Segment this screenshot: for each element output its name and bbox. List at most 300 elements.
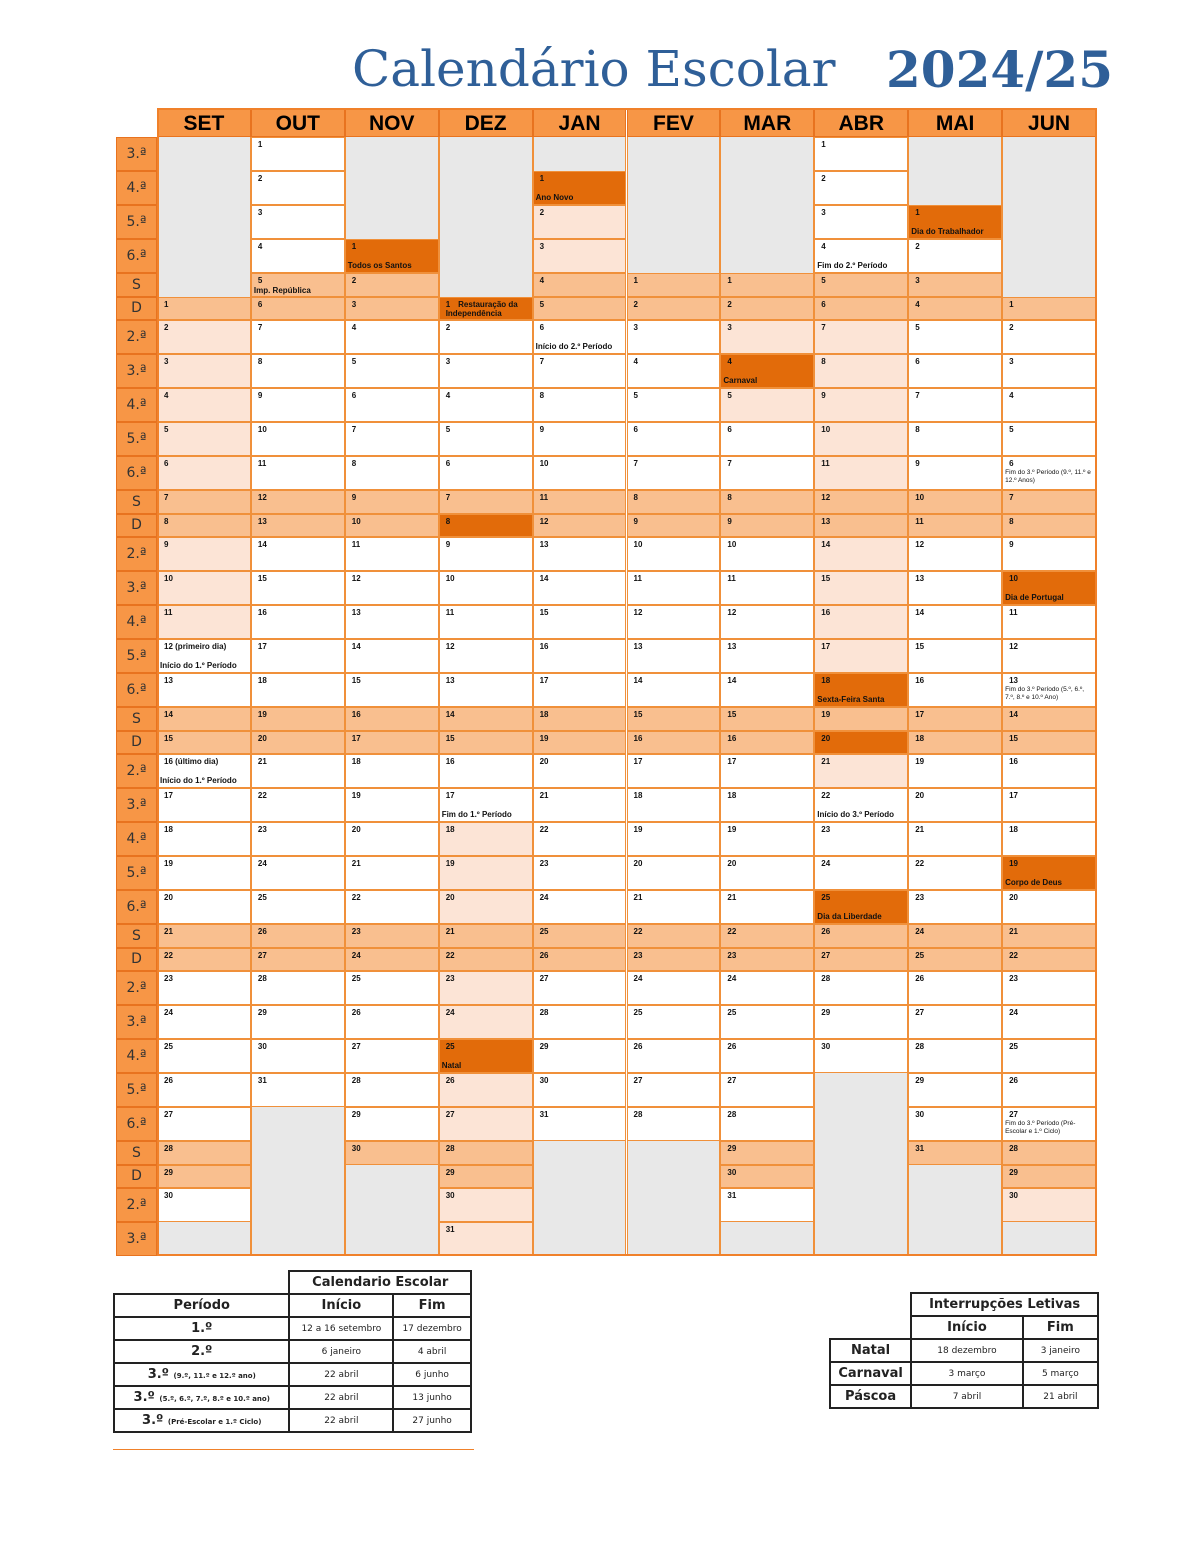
day-cell[interactable] — [251, 731, 345, 755]
day-cell[interactable] — [157, 571, 251, 605]
day-cell[interactable] — [814, 422, 908, 456]
day-cell[interactable] — [908, 320, 1002, 354]
day-cell[interactable] — [533, 788, 627, 822]
day-cell[interactable] — [1002, 1107, 1096, 1141]
day-cell[interactable] — [157, 605, 251, 639]
day-cell[interactable] — [439, 490, 533, 514]
day-cell[interactable] — [439, 320, 533, 354]
day-cell[interactable] — [439, 754, 533, 788]
day-cell[interactable] — [439, 1188, 533, 1222]
day-cell[interactable] — [251, 924, 345, 948]
day-cell[interactable] — [908, 1141, 1002, 1165]
day-cell[interactable] — [439, 1005, 533, 1039]
day-cell[interactable] — [814, 822, 908, 856]
day-cell[interactable] — [814, 948, 908, 972]
day-cell[interactable] — [1002, 1165, 1096, 1189]
day-cell[interactable] — [251, 320, 345, 354]
day-cell[interactable] — [908, 924, 1002, 948]
day-cell[interactable] — [533, 273, 627, 297]
day-cell[interactable] — [627, 754, 721, 788]
day-cell[interactable] — [251, 1005, 345, 1039]
day-cell[interactable] — [533, 971, 627, 1005]
day-cell[interactable] — [908, 948, 1002, 972]
day-cell[interactable] — [439, 971, 533, 1005]
day-cell[interactable] — [720, 639, 814, 673]
day-cell[interactable] — [908, 822, 1002, 856]
day-cell[interactable] — [345, 1073, 439, 1107]
day-cell[interactable] — [1002, 1039, 1096, 1073]
day-cell[interactable] — [345, 422, 439, 456]
day-cell[interactable] — [439, 354, 533, 388]
day-cell[interactable] — [1002, 971, 1096, 1005]
day-cell[interactable] — [720, 1039, 814, 1073]
day-cell[interactable] — [345, 731, 439, 755]
day-cell[interactable] — [720, 605, 814, 639]
day-cell[interactable] — [814, 788, 908, 822]
day-cell[interactable] — [720, 273, 814, 297]
day-cell[interactable] — [720, 388, 814, 422]
day-cell[interactable] — [157, 707, 251, 731]
day-cell[interactable] — [1002, 1073, 1096, 1107]
day-cell[interactable] — [439, 388, 533, 422]
day-cell[interactable] — [533, 822, 627, 856]
day-cell[interactable] — [720, 297, 814, 321]
day-cell[interactable] — [627, 422, 721, 456]
day-cell[interactable] — [720, 948, 814, 972]
day-cell[interactable] — [157, 297, 251, 321]
day-cell[interactable] — [627, 639, 721, 673]
day-cell[interactable] — [1002, 856, 1096, 890]
day-cell[interactable] — [908, 1073, 1002, 1107]
day-cell[interactable] — [1002, 297, 1096, 321]
day-cell[interactable] — [627, 707, 721, 731]
day-cell[interactable] — [157, 1005, 251, 1039]
day-cell[interactable] — [627, 731, 721, 755]
day-cell[interactable] — [345, 571, 439, 605]
day-cell[interactable] — [627, 320, 721, 354]
day-cell[interactable] — [345, 239, 439, 273]
day-cell[interactable] — [533, 605, 627, 639]
day-cell[interactable] — [627, 1107, 721, 1141]
day-cell[interactable] — [1002, 788, 1096, 822]
day-cell[interactable] — [251, 754, 345, 788]
day-cell[interactable] — [533, 171, 627, 205]
day-cell[interactable] — [439, 605, 533, 639]
day-cell[interactable] — [157, 1188, 251, 1222]
day-cell[interactable] — [908, 890, 1002, 924]
day-cell[interactable] — [627, 1073, 721, 1107]
day-cell[interactable] — [814, 297, 908, 321]
day-cell[interactable] — [1002, 571, 1096, 605]
day-cell[interactable] — [908, 273, 1002, 297]
day-cell[interactable] — [157, 856, 251, 890]
day-cell[interactable] — [627, 388, 721, 422]
day-cell[interactable] — [251, 890, 345, 924]
day-cell[interactable] — [439, 948, 533, 972]
day-cell[interactable] — [720, 1165, 814, 1189]
day-cell[interactable] — [345, 1039, 439, 1073]
day-cell[interactable] — [251, 673, 345, 707]
day-cell[interactable] — [908, 639, 1002, 673]
day-cell[interactable] — [720, 354, 814, 388]
day-cell[interactable] — [157, 388, 251, 422]
day-cell[interactable] — [908, 537, 1002, 571]
day-cell[interactable] — [627, 273, 721, 297]
day-cell[interactable] — [533, 856, 627, 890]
day-cell[interactable] — [1002, 1188, 1096, 1222]
day-cell[interactable] — [345, 1005, 439, 1039]
day-cell[interactable] — [157, 673, 251, 707]
day-cell[interactable] — [814, 537, 908, 571]
day-cell[interactable] — [720, 754, 814, 788]
day-cell[interactable] — [533, 320, 627, 354]
day-cell[interactable] — [1002, 320, 1096, 354]
day-cell[interactable] — [720, 490, 814, 514]
day-cell[interactable] — [533, 490, 627, 514]
day-cell[interactable] — [1002, 1141, 1096, 1165]
day-cell[interactable] — [1002, 422, 1096, 456]
day-cell[interactable] — [345, 456, 439, 490]
day-cell[interactable] — [720, 1107, 814, 1141]
day-cell[interactable] — [439, 1073, 533, 1107]
day-cell[interactable] — [157, 320, 251, 354]
day-cell[interactable] — [627, 514, 721, 538]
day-cell[interactable] — [251, 273, 345, 297]
day-cell[interactable] — [814, 320, 908, 354]
day-cell[interactable] — [533, 571, 627, 605]
day-cell[interactable] — [1002, 456, 1096, 490]
day-cell[interactable] — [439, 1141, 533, 1165]
day-cell[interactable] — [1002, 514, 1096, 538]
day-cell[interactable] — [814, 856, 908, 890]
day-cell[interactable] — [627, 456, 721, 490]
day-cell[interactable] — [345, 924, 439, 948]
day-cell[interactable] — [533, 754, 627, 788]
day-cell[interactable] — [439, 297, 533, 321]
day-cell[interactable] — [251, 514, 345, 538]
day-cell[interactable] — [627, 537, 721, 571]
day-cell[interactable] — [1002, 754, 1096, 788]
day-cell[interactable] — [720, 571, 814, 605]
day-cell[interactable] — [439, 1222, 533, 1256]
day-cell[interactable] — [908, 1005, 1002, 1039]
day-cell[interactable] — [251, 388, 345, 422]
day-cell[interactable] — [627, 1005, 721, 1039]
day-cell[interactable] — [345, 754, 439, 788]
day-cell[interactable] — [345, 605, 439, 639]
day-cell[interactable] — [720, 1188, 814, 1222]
day-cell[interactable] — [157, 1073, 251, 1107]
day-cell[interactable] — [439, 890, 533, 924]
day-cell[interactable] — [814, 205, 908, 239]
day-cell[interactable] — [157, 537, 251, 571]
day-cell[interactable] — [439, 456, 533, 490]
day-cell[interactable] — [533, 354, 627, 388]
day-cell[interactable] — [814, 490, 908, 514]
day-cell[interactable] — [345, 388, 439, 422]
day-cell[interactable] — [345, 822, 439, 856]
day-cell[interactable] — [251, 639, 345, 673]
day-cell[interactable] — [908, 856, 1002, 890]
day-cell[interactable] — [439, 1165, 533, 1189]
day-cell[interactable] — [908, 1039, 1002, 1073]
day-cell[interactable] — [439, 571, 533, 605]
day-cell[interactable] — [814, 239, 908, 273]
day-cell[interactable] — [345, 514, 439, 538]
day-cell[interactable] — [627, 890, 721, 924]
day-cell[interactable] — [157, 1107, 251, 1141]
day-cell[interactable] — [814, 754, 908, 788]
day-cell[interactable] — [533, 388, 627, 422]
day-cell[interactable] — [345, 639, 439, 673]
day-cell[interactable] — [1002, 605, 1096, 639]
day-cell[interactable] — [533, 537, 627, 571]
day-cell[interactable] — [533, 731, 627, 755]
day-cell[interactable] — [157, 971, 251, 1005]
day-cell[interactable] — [814, 673, 908, 707]
day-cell[interactable] — [345, 948, 439, 972]
day-cell[interactable] — [533, 1107, 627, 1141]
day-cell[interactable] — [908, 354, 1002, 388]
day-cell[interactable] — [627, 605, 721, 639]
day-cell[interactable] — [627, 948, 721, 972]
day-cell[interactable] — [345, 297, 439, 321]
day-cell[interactable] — [533, 239, 627, 273]
day-cell[interactable] — [345, 1107, 439, 1141]
day-cell[interactable] — [814, 1005, 908, 1039]
day-cell[interactable] — [157, 422, 251, 456]
day-cell[interactable] — [345, 273, 439, 297]
day-cell[interactable] — [720, 856, 814, 890]
day-cell[interactable] — [533, 297, 627, 321]
day-cell[interactable] — [720, 731, 814, 755]
day-cell[interactable] — [251, 971, 345, 1005]
day-cell[interactable] — [345, 673, 439, 707]
day-cell[interactable] — [345, 788, 439, 822]
day-cell[interactable] — [1002, 639, 1096, 673]
day-cell[interactable] — [1002, 731, 1096, 755]
day-cell[interactable] — [157, 354, 251, 388]
day-cell[interactable] — [720, 971, 814, 1005]
day-cell[interactable] — [157, 1141, 251, 1165]
day-cell[interactable] — [908, 971, 1002, 1005]
day-cell[interactable] — [345, 971, 439, 1005]
day-cell[interactable] — [345, 856, 439, 890]
day-cell[interactable] — [157, 890, 251, 924]
day-cell[interactable] — [908, 490, 1002, 514]
day-cell[interactable] — [627, 856, 721, 890]
day-cell[interactable] — [908, 456, 1002, 490]
day-cell[interactable] — [627, 673, 721, 707]
day-cell[interactable] — [251, 490, 345, 514]
day-cell[interactable] — [157, 490, 251, 514]
day-cell[interactable] — [439, 707, 533, 731]
day-cell[interactable] — [533, 948, 627, 972]
day-cell[interactable] — [157, 1165, 251, 1189]
day-cell[interactable] — [908, 605, 1002, 639]
day-cell[interactable] — [345, 890, 439, 924]
day-cell[interactable] — [814, 137, 908, 171]
day-cell[interactable] — [439, 514, 533, 538]
day-cell[interactable] — [814, 605, 908, 639]
day-cell[interactable] — [720, 822, 814, 856]
day-cell[interactable] — [1002, 537, 1096, 571]
day-cell[interactable] — [814, 1039, 908, 1073]
day-cell[interactable] — [908, 754, 1002, 788]
day-cell[interactable] — [720, 673, 814, 707]
day-cell[interactable] — [1002, 388, 1096, 422]
day-cell[interactable] — [157, 948, 251, 972]
day-cell[interactable] — [533, 514, 627, 538]
day-cell[interactable] — [157, 822, 251, 856]
day-cell[interactable] — [627, 822, 721, 856]
day-cell[interactable] — [627, 490, 721, 514]
day-cell[interactable] — [1002, 890, 1096, 924]
day-cell[interactable] — [1002, 822, 1096, 856]
day-cell[interactable] — [439, 924, 533, 948]
day-cell[interactable] — [251, 948, 345, 972]
day-cell[interactable] — [157, 731, 251, 755]
day-cell[interactable] — [439, 422, 533, 456]
day-cell[interactable] — [533, 205, 627, 239]
day-cell[interactable] — [814, 456, 908, 490]
day-cell[interactable] — [814, 924, 908, 948]
day-cell[interactable] — [251, 822, 345, 856]
day-cell[interactable] — [439, 673, 533, 707]
day-cell[interactable] — [345, 354, 439, 388]
day-cell[interactable] — [908, 422, 1002, 456]
day-cell[interactable] — [533, 639, 627, 673]
day-cell[interactable] — [627, 971, 721, 1005]
day-cell[interactable] — [533, 1073, 627, 1107]
day-cell[interactable] — [439, 856, 533, 890]
day-cell[interactable] — [533, 707, 627, 731]
day-cell[interactable] — [908, 707, 1002, 731]
day-cell[interactable] — [814, 514, 908, 538]
day-cell[interactable] — [627, 788, 721, 822]
day-cell[interactable] — [533, 924, 627, 948]
day-cell[interactable] — [345, 490, 439, 514]
day-cell[interactable] — [251, 171, 345, 205]
day-cell[interactable] — [1002, 354, 1096, 388]
day-cell[interactable] — [251, 205, 345, 239]
day-cell[interactable] — [908, 514, 1002, 538]
day-cell[interactable] — [814, 388, 908, 422]
day-cell[interactable] — [908, 388, 1002, 422]
day-cell[interactable] — [908, 731, 1002, 755]
day-cell[interactable] — [439, 639, 533, 673]
day-cell[interactable] — [251, 537, 345, 571]
day-cell[interactable] — [908, 673, 1002, 707]
day-cell[interactable] — [251, 856, 345, 890]
day-cell[interactable] — [439, 822, 533, 856]
day-cell[interactable] — [251, 1073, 345, 1107]
day-cell[interactable] — [157, 1039, 251, 1073]
day-cell[interactable] — [251, 456, 345, 490]
day-cell[interactable] — [533, 1005, 627, 1039]
day-cell[interactable] — [157, 754, 251, 788]
day-cell[interactable] — [1002, 924, 1096, 948]
day-cell[interactable] — [251, 422, 345, 456]
day-cell[interactable] — [908, 205, 1002, 239]
day-cell[interactable] — [814, 273, 908, 297]
day-cell[interactable] — [720, 456, 814, 490]
day-cell[interactable] — [908, 297, 1002, 321]
day-cell[interactable] — [439, 1039, 533, 1073]
day-cell[interactable] — [533, 422, 627, 456]
day-cell[interactable] — [251, 605, 345, 639]
day-cell[interactable] — [720, 537, 814, 571]
day-cell[interactable] — [157, 639, 251, 673]
day-cell[interactable] — [720, 1141, 814, 1165]
day-cell[interactable] — [251, 297, 345, 321]
day-cell[interactable] — [533, 890, 627, 924]
day-cell[interactable] — [720, 320, 814, 354]
day-cell[interactable] — [720, 707, 814, 731]
day-cell[interactable] — [627, 1039, 721, 1073]
day-cell[interactable] — [814, 571, 908, 605]
day-cell[interactable] — [814, 890, 908, 924]
day-cell[interactable] — [251, 239, 345, 273]
day-cell[interactable] — [627, 354, 721, 388]
day-cell[interactable] — [720, 422, 814, 456]
day-cell[interactable] — [251, 1039, 345, 1073]
day-cell[interactable] — [345, 1141, 439, 1165]
day-cell[interactable] — [157, 456, 251, 490]
day-cell[interactable] — [814, 171, 908, 205]
day-cell[interactable] — [627, 924, 721, 948]
day-cell[interactable] — [533, 456, 627, 490]
day-cell[interactable] — [908, 1107, 1002, 1141]
day-cell[interactable] — [720, 514, 814, 538]
day-cell[interactable] — [1002, 673, 1096, 707]
day-cell[interactable] — [251, 571, 345, 605]
day-cell[interactable] — [251, 354, 345, 388]
day-cell[interactable] — [345, 537, 439, 571]
day-cell[interactable] — [251, 707, 345, 731]
day-cell[interactable] — [1002, 1005, 1096, 1039]
day-cell[interactable] — [1002, 948, 1096, 972]
day-cell[interactable] — [908, 571, 1002, 605]
day-cell[interactable] — [720, 890, 814, 924]
day-cell[interactable] — [1002, 707, 1096, 731]
day-cell[interactable] — [157, 514, 251, 538]
day-cell[interactable] — [533, 673, 627, 707]
day-cell[interactable] — [251, 137, 345, 171]
day-cell[interactable] — [720, 788, 814, 822]
day-cell[interactable] — [345, 320, 439, 354]
day-cell[interactable] — [157, 924, 251, 948]
day-cell[interactable] — [533, 1039, 627, 1073]
day-cell[interactable] — [439, 1107, 533, 1141]
day-cell[interactable] — [814, 731, 908, 755]
day-cell[interactable] — [814, 639, 908, 673]
day-cell[interactable] — [439, 731, 533, 755]
day-cell[interactable] — [1002, 490, 1096, 514]
day-cell[interactable] — [251, 788, 345, 822]
day-cell[interactable] — [627, 297, 721, 321]
day-cell[interactable] — [814, 707, 908, 731]
day-cell[interactable] — [439, 537, 533, 571]
day-cell[interactable] — [157, 788, 251, 822]
day-cell[interactable] — [720, 1005, 814, 1039]
day-cell[interactable] — [627, 571, 721, 605]
day-cell[interactable] — [720, 924, 814, 948]
day-cell[interactable] — [908, 239, 1002, 273]
day-cell[interactable] — [814, 354, 908, 388]
day-cell[interactable] — [439, 788, 533, 822]
day-cell[interactable] — [720, 1073, 814, 1107]
